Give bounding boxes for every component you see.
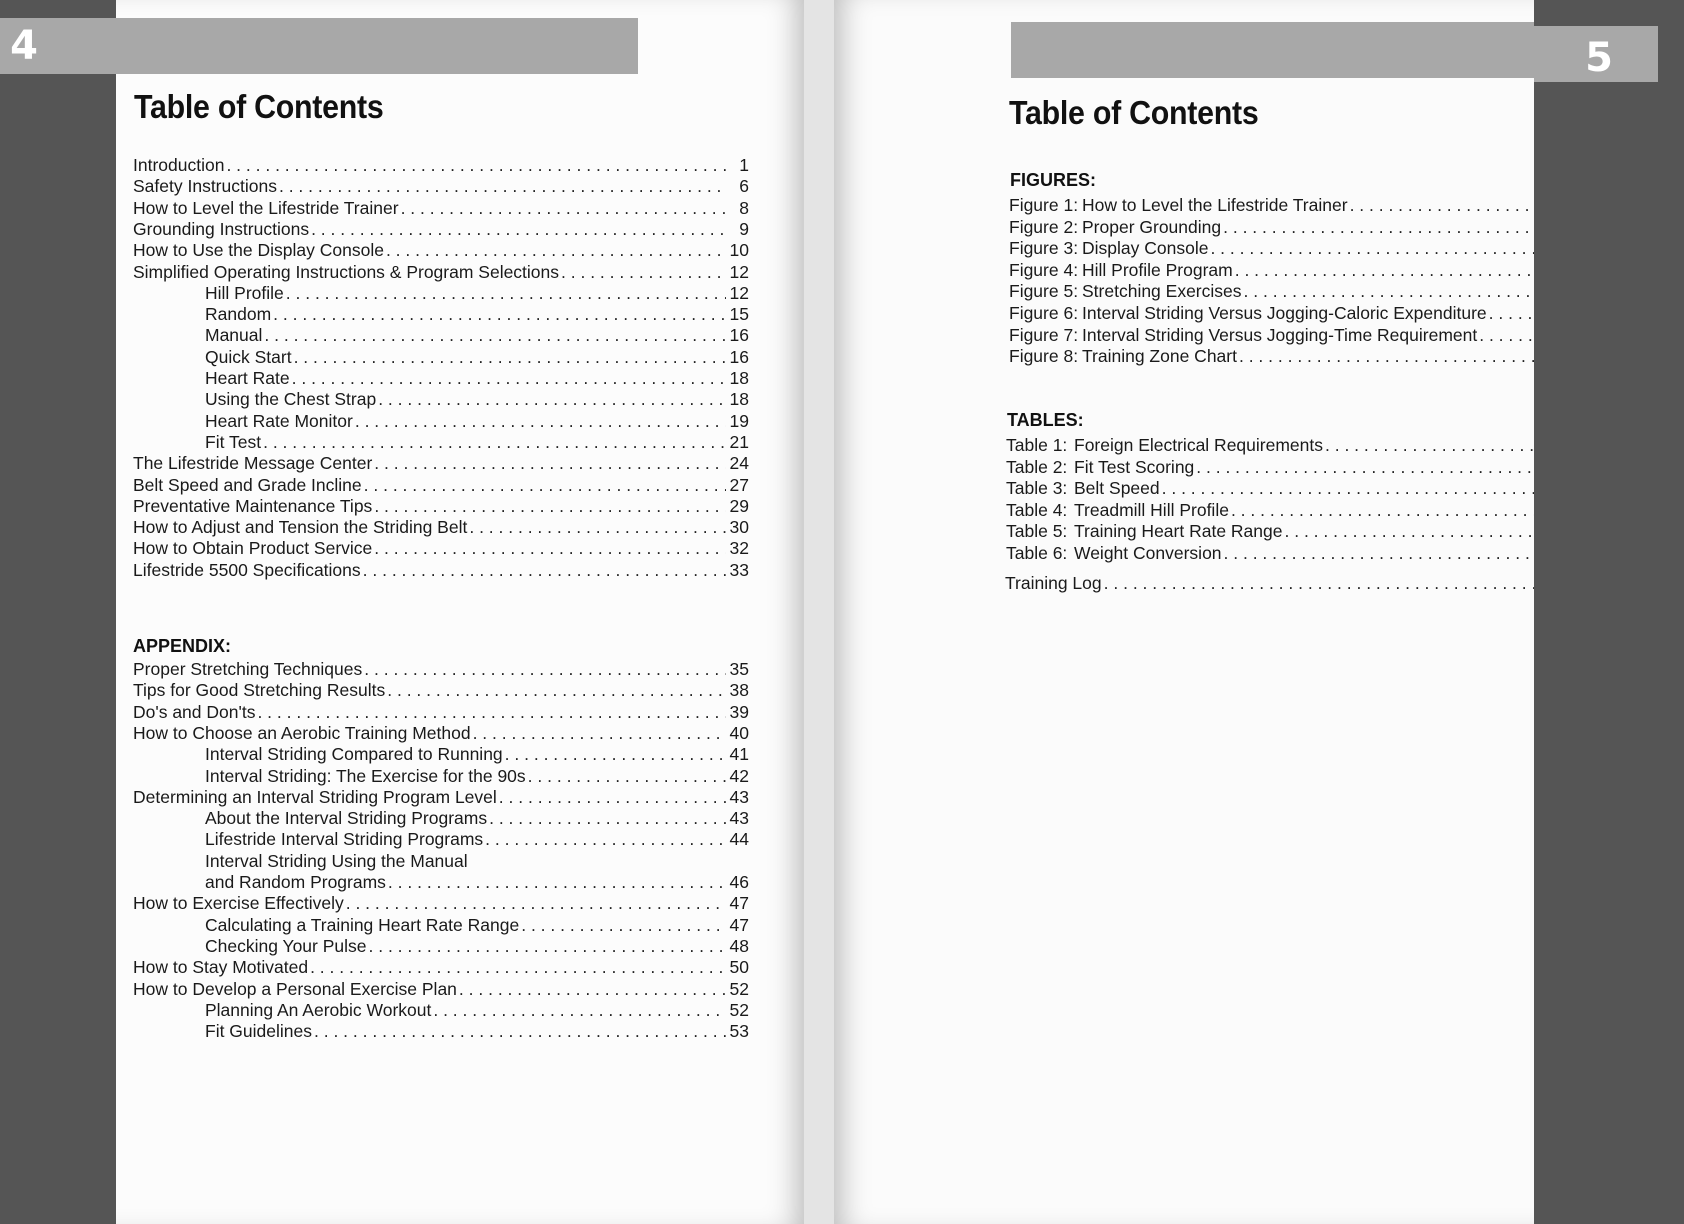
- entry-number: Figure 5:: [1009, 281, 1079, 302]
- entry-page: 16: [729, 325, 749, 346]
- entry-label: Interval Striding Versus Jogging-Time Requirement: [1082, 324, 1478, 345]
- entry-label: Training Heart Rate Range: [1074, 521, 1283, 541]
- entry-label: Tips for Good Stretching Results: [133, 680, 386, 701]
- entry-number: Table 6:: [1006, 542, 1068, 563]
- entry-label: Quick Start: [205, 346, 292, 367]
- dot-leader: [311, 218, 727, 241]
- entry-label: Random: [205, 304, 272, 325]
- dot-leader: [1104, 572, 1534, 595]
- entry-page: 9: [739, 218, 749, 239]
- dot-leader: [1489, 302, 1534, 325]
- dot-leader: [1210, 237, 1534, 260]
- entry-label: Fit Test Scoring: [1074, 456, 1195, 477]
- dot-leader: [469, 516, 725, 539]
- entry-page: 48: [729, 935, 749, 956]
- dot-leader: [489, 807, 725, 830]
- entry-label: How to Stay Motivated: [133, 957, 309, 978]
- dot-leader: [374, 495, 725, 518]
- left-page-number: 4: [10, 23, 38, 69]
- toc-entry: [133, 261, 749, 284]
- entry-page: 35: [729, 659, 749, 679]
- entry-label: Weight Conversion: [1074, 542, 1222, 563]
- dot-leader: [378, 388, 725, 411]
- dot-leader: [1196, 456, 1534, 479]
- dot-leader: [561, 261, 726, 284]
- toc-entry: [1009, 324, 1534, 347]
- entry-label: Manual: [205, 325, 263, 346]
- entry-label: Interval Striding Versus Jogging-Caloric Expenditure: [1082, 303, 1487, 323]
- toc-entry: [1009, 194, 1534, 217]
- entry-label: The Lifestride Message Center: [133, 453, 373, 474]
- entry-page: 47: [729, 914, 749, 935]
- entry-label: Calculating a Training Heart Rate Range: [205, 914, 520, 935]
- dot-leader: [374, 537, 725, 560]
- toc-entry: [1006, 499, 1534, 522]
- entry-number: Figure 7:: [1009, 324, 1079, 345]
- toc-entry: [133, 828, 749, 851]
- entry-page: 12: [729, 261, 749, 282]
- toc-entry: [133, 1020, 749, 1043]
- dot-leader: [387, 679, 725, 702]
- toc-entry: [133, 807, 749, 830]
- toc-entry: [133, 537, 749, 560]
- entry-page: 42: [729, 765, 749, 786]
- entry-page: 44: [729, 829, 749, 850]
- toc-entry: [1009, 216, 1534, 239]
- entry-label: Simplified Operating Instructions & Program Selections: [133, 261, 560, 282]
- dot-leader: [1244, 280, 1534, 303]
- dot-leader: [369, 935, 726, 958]
- right-page-number: 5: [1585, 35, 1613, 81]
- entry-page: 1: [739, 155, 749, 175]
- dot-leader: [294, 346, 726, 369]
- entry-label: Hill Profile: [205, 282, 284, 303]
- dot-leader: [264, 324, 725, 347]
- toc-entry: [1006, 542, 1534, 565]
- toc-entry: [1005, 572, 1534, 595]
- entry-label: How to Use the Display Console: [133, 240, 384, 261]
- toc-entry: [133, 892, 749, 915]
- dot-leader: [521, 914, 725, 937]
- entry-label: Introduction: [133, 155, 225, 175]
- dot-leader: [1325, 434, 1534, 457]
- dot-leader: [485, 828, 725, 851]
- dot-leader: [388, 871, 726, 894]
- dot-leader: [273, 303, 725, 326]
- book-gutter: [804, 0, 834, 1224]
- toc-entry: [133, 346, 749, 369]
- entry-page: 27: [729, 474, 749, 495]
- entry-label: Lifestride Interval Striding Programs: [205, 829, 484, 850]
- dot-leader: [401, 197, 727, 220]
- entry-label: How to Obtain Product Service: [133, 538, 373, 559]
- dot-leader: [1239, 345, 1534, 368]
- entry-label: How to Level the Lifestride Trainer: [1082, 195, 1348, 215]
- entry-label: Preventative Maintenance Tips: [133, 495, 373, 516]
- entry-label: How to Develop a Personal Exercise Plan: [133, 978, 457, 999]
- toc-entry: [133, 786, 749, 809]
- toc-entry: [133, 914, 749, 937]
- entry-label: Proper Grounding: [1082, 216, 1222, 237]
- entry-number: Table 3:: [1006, 478, 1068, 498]
- entry-page: 39: [729, 701, 749, 722]
- entry-number: Figure 3:: [1009, 238, 1079, 259]
- toc-entry: [1009, 237, 1534, 260]
- entry-label: Using the Chest Strap: [205, 389, 377, 410]
- appendix-heading: APPENDIX:: [133, 636, 232, 656]
- entry-label: Interval Striding: The Exercise for the 90s: [205, 765, 526, 786]
- dot-leader: [364, 474, 726, 497]
- dot-leader: [1350, 194, 1534, 217]
- left-page-title: Table of Contents: [134, 88, 384, 125]
- toc-entry: [1009, 280, 1534, 303]
- entry-page: 18: [729, 389, 749, 410]
- entry-page: 43: [729, 808, 749, 829]
- toc-entry: [133, 722, 749, 745]
- entry-page: 29: [729, 495, 749, 516]
- toc-entry: [133, 452, 749, 475]
- entry-label: Training Log: [1005, 573, 1102, 593]
- entry-page: 50: [729, 957, 749, 978]
- entry-page: 40: [729, 722, 749, 743]
- entry-page: 24: [729, 453, 749, 474]
- dot-leader: [1235, 259, 1534, 282]
- toc-entry: [133, 175, 749, 198]
- toc-entry: [133, 197, 749, 220]
- left-header-bar: [116, 18, 638, 74]
- toc-entry: [133, 871, 749, 894]
- toc-entry: [133, 495, 749, 518]
- dot-leader: [226, 154, 727, 177]
- toc-entry: [133, 367, 749, 390]
- toc-entry: [133, 559, 749, 582]
- entry-label: Foreign Electrical Requirements: [1074, 435, 1323, 455]
- entry-label: Heart Rate: [205, 368, 290, 388]
- dot-leader: [1479, 324, 1534, 347]
- dot-leader: [386, 239, 726, 262]
- entry-label: Fit Test: [205, 431, 262, 452]
- toc-entry: [1009, 345, 1534, 368]
- entry-label: How to Choose an Aerobic Training Method: [133, 722, 471, 743]
- dot-leader: [346, 892, 726, 915]
- dot-leader: [292, 367, 726, 390]
- dot-leader: [279, 175, 727, 198]
- toc-entry: [133, 743, 749, 766]
- toc-entry: [133, 850, 749, 873]
- entry-page: 6: [739, 176, 749, 197]
- dot-leader: [310, 956, 725, 979]
- entry-label: and Random Programs: [205, 872, 386, 892]
- dot-leader: [364, 658, 725, 681]
- entry-page: 15: [729, 304, 749, 325]
- toc-entry: [133, 431, 749, 454]
- entry-number: Figure 1:: [1009, 195, 1079, 215]
- entry-page: 12: [729, 282, 749, 303]
- entry-label: Interval Striding Using the Manual: [205, 850, 468, 871]
- tables-heading: TABLES:: [1007, 410, 1084, 430]
- entry-number: Table 2:: [1006, 456, 1068, 477]
- entry-page: 43: [729, 786, 749, 807]
- dot-leader: [286, 282, 726, 305]
- entry-label: How to Level the Lifestride Trainer: [133, 197, 399, 218]
- entry-label: Training Zone Chart: [1082, 346, 1237, 367]
- entry-number: Figure 8:: [1009, 346, 1079, 367]
- entry-page: 53: [729, 1021, 749, 1042]
- toc-entry: [133, 765, 749, 788]
- toc-entry: [133, 516, 749, 539]
- entry-page: 19: [729, 410, 749, 431]
- dot-leader: [1223, 216, 1534, 239]
- toc-entry: [133, 956, 749, 979]
- entry-label: Hill Profile Program: [1082, 259, 1233, 280]
- entry-label: Belt Speed and Grade Incline: [133, 474, 362, 495]
- entry-page: 41: [729, 744, 749, 765]
- entry-number: Figure 6:: [1009, 303, 1079, 323]
- dot-leader: [257, 701, 725, 724]
- entry-label: Proper Stretching Techniques: [133, 659, 363, 679]
- toc-entry: [133, 410, 749, 433]
- entry-label: About the Interval Striding Programs: [205, 808, 488, 829]
- entry-page: 21: [729, 431, 749, 452]
- dot-leader: [528, 765, 726, 788]
- entry-page: 47: [729, 893, 749, 914]
- toc-entry: [133, 999, 749, 1022]
- dot-leader: [1231, 499, 1534, 522]
- dot-leader: [1285, 520, 1535, 543]
- entry-page: 30: [729, 517, 749, 538]
- entry-page: 18: [729, 368, 749, 388]
- toc-entry: [133, 978, 749, 1001]
- entry-page: 8: [739, 197, 749, 218]
- entry-label: How to Adjust and Tension the Striding Belt: [133, 517, 468, 538]
- entry-label: How to Exercise Effectively: [133, 893, 344, 914]
- toc-entry: [1006, 434, 1534, 457]
- dot-leader: [263, 431, 725, 454]
- entry-page: 16: [729, 346, 749, 367]
- dot-leader: [473, 722, 726, 745]
- entry-label: Grounding Instructions: [133, 218, 310, 239]
- dot-leader: [374, 452, 725, 475]
- toc-entry: [133, 239, 749, 262]
- toc-entry: [1006, 456, 1534, 479]
- entry-label: Determining an Interval Striding Program Level: [133, 786, 497, 807]
- entry-label: Planning An Aerobic Workout: [205, 999, 432, 1020]
- entry-label: Heart Rate Monitor: [205, 410, 353, 431]
- entry-number: Table 1:: [1006, 435, 1068, 455]
- dot-leader: [1162, 477, 1534, 500]
- dot-leader: [314, 1020, 726, 1043]
- right-page-title: Table of Contents: [1009, 94, 1259, 131]
- right-header-bar: [1011, 22, 1534, 78]
- toc-entry: [133, 388, 749, 411]
- toc-entry: [133, 679, 749, 702]
- entry-label: Safety Instructions: [133, 176, 277, 197]
- toc-entry: [133, 154, 749, 177]
- dot-leader: [363, 559, 726, 582]
- entry-label: Do's and Don'ts: [133, 701, 256, 722]
- right-page: [834, 0, 1534, 1224]
- dot-leader: [459, 978, 726, 1001]
- left-page: [116, 0, 804, 1224]
- entry-number: Table 4:: [1006, 499, 1068, 520]
- entry-label: Interval Striding Compared to Running: [205, 744, 503, 765]
- toc-entry: [1009, 302, 1534, 325]
- toc-entry: [133, 935, 749, 958]
- toc-entry: [1006, 520, 1534, 543]
- entry-page: 46: [729, 872, 749, 892]
- entry-label: Display Console: [1082, 238, 1209, 259]
- entry-page: 52: [729, 978, 749, 999]
- entry-page: 52: [729, 999, 749, 1020]
- toc-entry: [133, 474, 749, 497]
- toc-entry: [1009, 259, 1534, 282]
- entry-page: 33: [729, 559, 749, 580]
- entry-label: Checking Your Pulse: [205, 935, 367, 956]
- toc-entry: [133, 218, 749, 241]
- entry-number: Figure 4:: [1009, 259, 1079, 280]
- entry-page: 38: [729, 680, 749, 701]
- toc-entry: [133, 701, 749, 724]
- entry-label: Fit Guidelines: [205, 1021, 312, 1042]
- figures-heading: FIGURES:: [1010, 170, 1097, 190]
- toc-entry: [133, 282, 749, 305]
- entry-label: Treadmill Hill Profile: [1074, 499, 1229, 520]
- entry-number: Table 5:: [1006, 521, 1068, 541]
- entry-page: 32: [729, 538, 749, 559]
- toc-entry: [1006, 477, 1534, 500]
- entry-number: Figure 2:: [1009, 216, 1079, 237]
- dot-leader: [355, 410, 726, 433]
- dot-leader: [1224, 542, 1534, 565]
- entry-label: Belt Speed: [1074, 478, 1160, 498]
- dot-leader: [433, 999, 725, 1022]
- entry-label: Lifestride 5500 Specifications: [133, 559, 361, 580]
- dot-leader: [499, 786, 726, 809]
- toc-entry: [133, 303, 749, 326]
- toc-entry: [133, 658, 749, 681]
- toc-entry: [133, 324, 749, 347]
- entry-page: 10: [729, 240, 749, 261]
- dot-leader: [505, 743, 726, 766]
- entry-label: Stretching Exercises: [1082, 281, 1242, 302]
